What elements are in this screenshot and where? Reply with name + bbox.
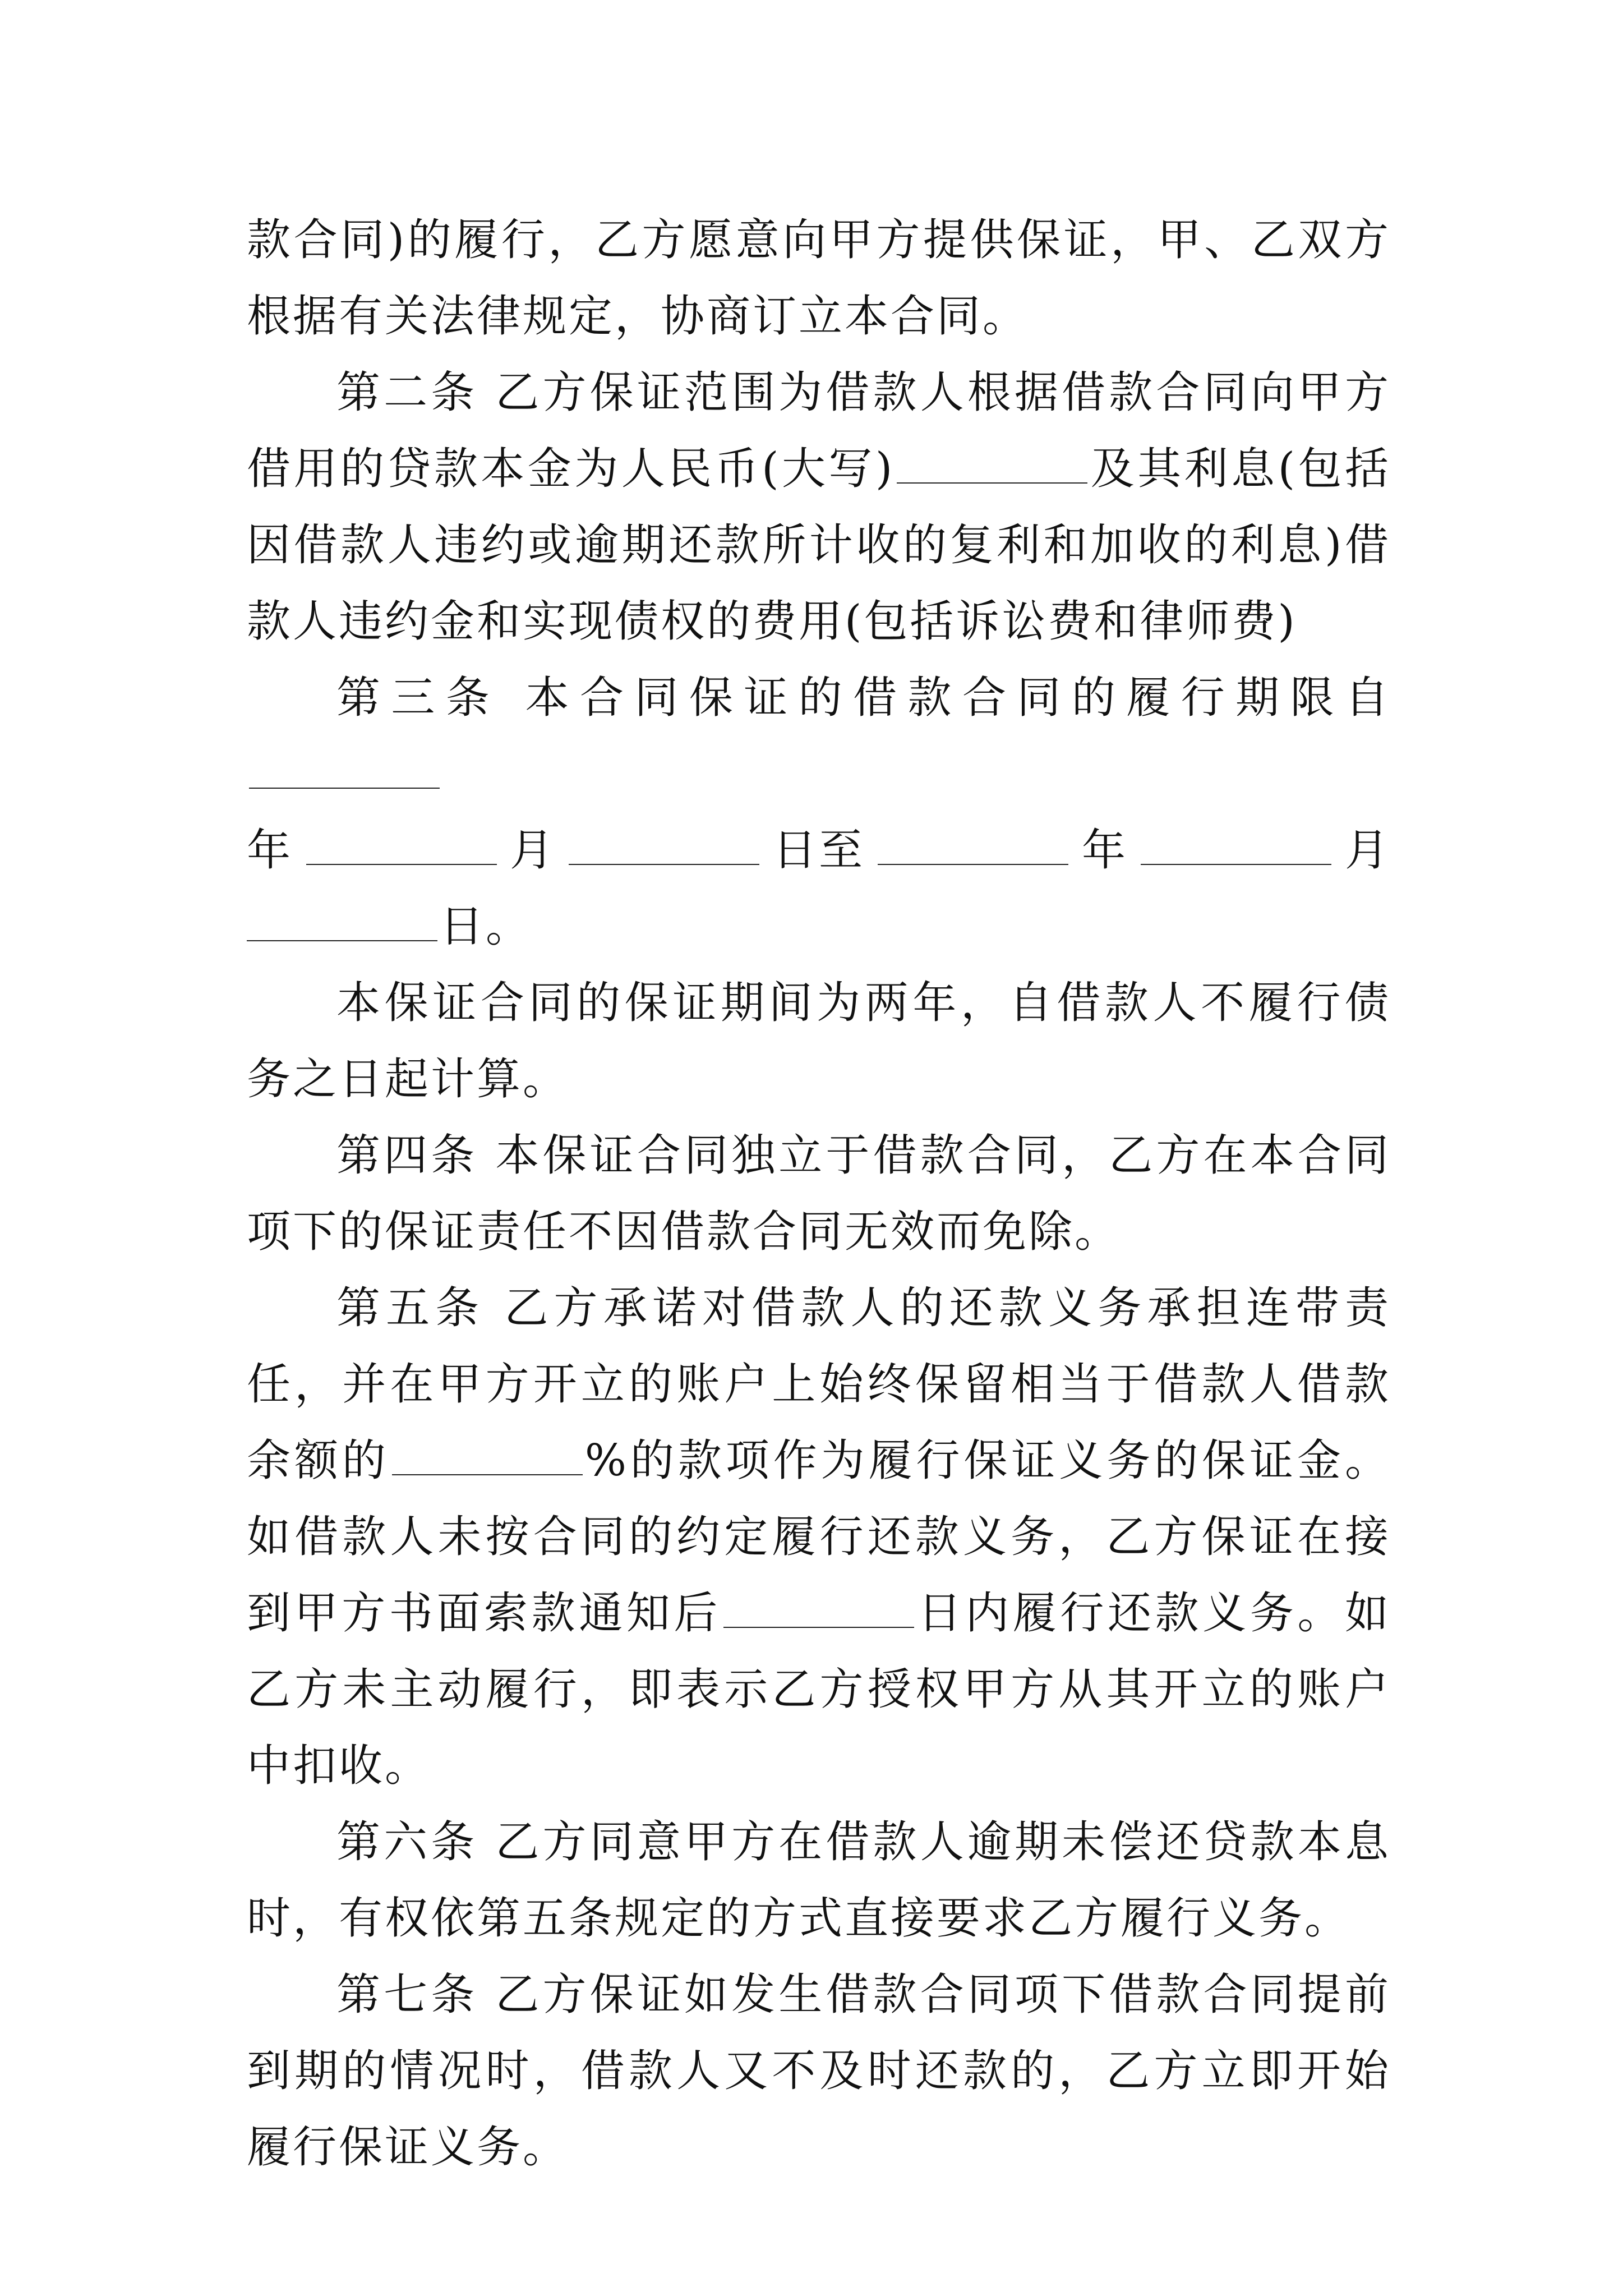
principal-amount-blank: [897, 443, 1087, 484]
start-day-label: 日至: [772, 825, 865, 876]
end-day-label: 日。: [440, 901, 532, 952]
end-year-label: 年: [1081, 825, 1128, 876]
deposit-percent-blank: [392, 1435, 583, 1475]
article-2-text-b: 及其利息(包括因借款人违约或逾期还款所计收的复利和加收的利息)借款人违约金和实现债权的费用(包括诉讼费和律师费): [247, 444, 1391, 647]
guarantee-period-text: 本保证合同的保证期间为两年，自借款人不履行债务之日起计算。: [247, 978, 1391, 1105]
paragraph-intro: [247, 202, 1391, 355]
end-day-blank: [247, 901, 437, 941]
article-7-text: 第七条 乙方保证如发生借款合同项下借款合同提前到期的情况时，借款人又不及时还款的，乙方立即开始履行保证义务。: [247, 1970, 1391, 2173]
end-month-label: 月: [1344, 825, 1391, 876]
start-year-blank: [249, 748, 440, 789]
article-5-text-c: 日内履行还款义务。如乙方未主动履行，即表示乙方授权甲方从其开立的账户中扣收。: [247, 1588, 1391, 1791]
article-3-line-1: [247, 660, 1391, 812]
article-5-text-a: 第五条 乙方承诺对借款人的还款义务承担连带责任，并在甲方开立的账户上始终保留相当于借款人借款余额的: [247, 1283, 1391, 1486]
article-4: [247, 1117, 1391, 1270]
guarantee-period-paragraph: [247, 965, 1391, 1117]
paragraph-intro-text: 款合同)的履行，乙方愿意向甲方提供保证，甲、乙双方根据有关法律规定，协商订立本合同。: [247, 215, 1391, 342]
contract-body: [247, 202, 1391, 2185]
article-2-text-a: 第二条 乙方保证范围为借款人根据借款合同向甲方借用的贷款本金为人民币(大写): [247, 367, 1391, 494]
start-year-label: 年: [247, 825, 293, 876]
end-month-blank: [1141, 825, 1331, 865]
start-month-blank: [306, 825, 497, 865]
article-5-text-b: %的款项作为履行保证义务的保证金。如借款人未按合同的约定履行还款义务，乙方保证在接到甲方书面索款通知后: [247, 1435, 1391, 1639]
article-6-text: 第六条 乙方同意甲方在借款人逾期未偿还贷款本息时，有权依第五条规定的方式直接要求乙方履行义务。: [247, 1817, 1391, 1944]
article-7: [247, 1957, 1391, 2185]
article-3-date-line: [247, 812, 1391, 889]
start-day-blank: [569, 825, 759, 865]
article-3: [247, 660, 1391, 965]
article-5: [247, 1270, 1391, 1804]
start-month-label: 月: [509, 825, 556, 876]
article-4-text: 第四条 本保证合同独立于借款合同，乙方在本合同项下的保证责任不因借款合同无效而免除。: [247, 1130, 1391, 1257]
article-6: [247, 1804, 1391, 1957]
article-3-text-a: 第三条 本合同保证的借款合同的履行期限自: [336, 673, 1391, 723]
article-3-line-3: [247, 889, 1391, 965]
repayment-days-blank: [723, 1588, 914, 1628]
article-2: [247, 355, 1391, 660]
end-year-blank: [878, 825, 1068, 865]
